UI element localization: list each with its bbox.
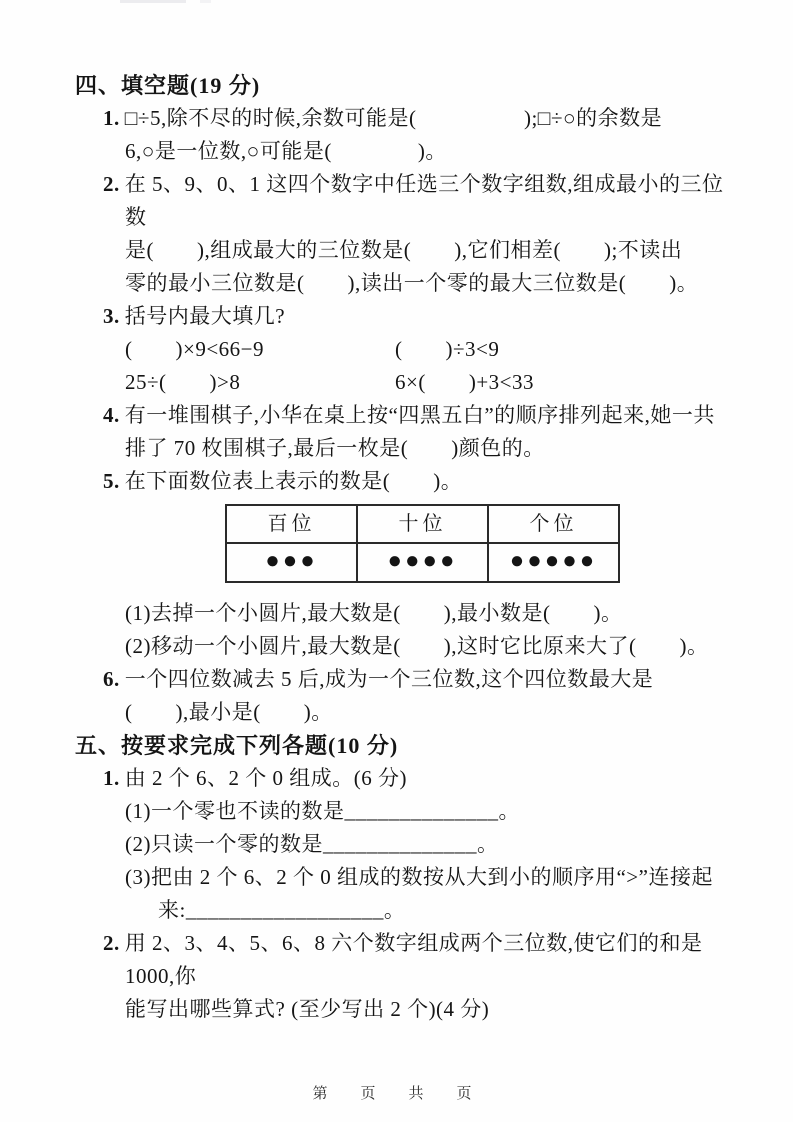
question-text: 在 5、9、0、1 这四个数字中任选三个数字组数,组成最小的三位数 (124, 172, 724, 229)
sub-question-2: (2)移动一个小圆片,最大数是( ),这时它比原来大了( )。 (125, 634, 709, 658)
table-header-tens: 十位 (357, 505, 488, 543)
place-value-table (225, 504, 620, 583)
equation: 25÷( )>8 (125, 370, 241, 394)
question-line (103, 663, 735, 696)
table-dots-row (226, 543, 619, 582)
question-line (103, 762, 735, 795)
sub-question-3-continuation: 来:__________________。 (158, 898, 406, 922)
question-text: 一个四位数减去 5 后,成为一个三位数,这个四位数最大是 (124, 667, 654, 691)
question-text: 用 2、3、4、5、6、8 六个数字组成两个三位数,使它们的和是 1000,你 (124, 931, 703, 988)
table-header-hundreds: 百位 (226, 505, 357, 543)
question-number: 3. (103, 304, 120, 328)
sub-question-2: (2)只读一个零的数是______________。 (125, 832, 499, 856)
question-number: 6. (103, 667, 120, 691)
question-4-1 (103, 102, 735, 168)
question-number: 2. (103, 931, 120, 955)
question-number: 5. (103, 469, 120, 493)
dots-cell-tens (357, 543, 488, 582)
question-5-2 (103, 927, 735, 1026)
equation-row (125, 333, 735, 366)
question-4-6 (103, 663, 735, 729)
question-4-3 (103, 300, 735, 399)
question-line: 零的最小三位数是( ),读出一个零的最大三位数是( )。 (125, 271, 699, 295)
equation: ( )×9<66−9 (125, 337, 265, 361)
question-line (103, 300, 735, 333)
scan-artifact (200, 0, 211, 3)
section5-heading: 五、按要求完成下列各题(10 分) (75, 733, 399, 758)
question-text: 有一堆围棋子,小华在桌上按“四黑五白”的顺序排列起来,她一共 (124, 403, 715, 427)
table-header-ones: 个位 (488, 505, 619, 543)
dots-cell-ones (488, 543, 619, 582)
question-line: ( ),最小是( )。 (125, 700, 333, 724)
page-footer: 第 页 共 页 (312, 1085, 481, 1102)
question-number: 4. (103, 403, 120, 427)
question-line: 是( ),组成最大的三位数是( ),它们相差( );不读出 (125, 238, 683, 262)
question-line: 能写出哪些算式? (至少写出 2 个)(4 分) (125, 997, 490, 1021)
question-line: 排了 70 枚围棋子,最后一枚是( )颜色的。 (125, 436, 545, 460)
dots-cell-hundreds (226, 543, 357, 582)
section4-heading: 四、填空题(19 分) (75, 73, 261, 98)
counter-dots: ●●● (265, 548, 318, 574)
question-text: 括号内最大填几? (124, 304, 286, 328)
equation: ( )÷3<9 (395, 337, 500, 361)
question-line (103, 927, 735, 993)
sub-question-3: (3)把由 2 个 6、2 个 0 组成的数按从大到小的顺序用“>”连接起 (125, 865, 713, 889)
sub-question-1: (1)去掉一个小圆片,最大数是( ),最小数是( )。 (125, 601, 623, 625)
equation: 6×( )+3<33 (395, 370, 535, 394)
question-line (103, 465, 735, 498)
question-4-4 (103, 399, 735, 465)
question-4-5 (103, 465, 735, 663)
question-5-1 (103, 762, 735, 927)
counter-dots: ●●●● (387, 548, 458, 574)
question-line (103, 399, 735, 432)
question-4-2 (103, 168, 735, 300)
question-text: □÷5,除不尽的时候,余数可能是( );□÷○的余数是 (124, 106, 663, 130)
question-number: 1. (103, 766, 120, 790)
question-text: 在下面数位表上表示的数是( )。 (124, 469, 463, 493)
question-number: 2. (103, 172, 120, 196)
scan-artifact (120, 0, 186, 3)
question-line (103, 102, 735, 135)
counter-dots: ●●●●● (509, 548, 598, 574)
question-number: 1. (103, 106, 120, 130)
question-line: 6,○是一位数,○可能是( )。 (125, 139, 447, 163)
question-text: 由 2 个 6、2 个 0 组成。(6 分) (124, 766, 407, 790)
question-line (103, 168, 735, 234)
sub-question-1: (1)一个零也不读的数是______________。 (125, 799, 520, 823)
worksheet-content (75, 69, 735, 1026)
equation-row (125, 366, 735, 399)
table-header-row (226, 505, 619, 543)
